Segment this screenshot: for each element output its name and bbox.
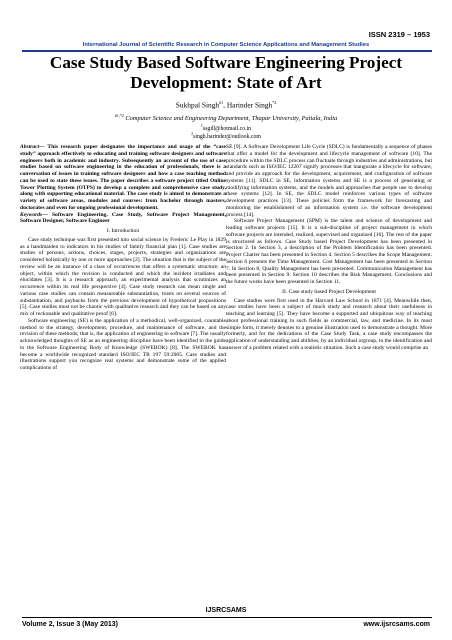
right-column <box>226 144 432 574</box>
author-1: Sukhpal Singh <box>175 100 220 110</box>
body-paragraph: Case studies were first used in the Harvard Law School in 1871 [4]. Meanwhile then, case studies have been a subject of much study and research about their usefulness in teaching and learning [5]. They have become a supported and ubiquitous way of teaching about professional training in such fields as commercial, law, and medicine. In its most simple form, it merely denotes to a genuine illustration used to demonstrate a thought. More formerly, and for the dedications of the Case Study Task, a case study encompasses the application of understanding and abilities, by an individual orgroup, to the identification and answer of a problem related with a realistic situation. Such a case study would comprise an <box>226 297 432 351</box>
issn-label: ISSN 2319 – 1953 <box>368 30 430 39</box>
keywords-lead: Keywords <box>20 211 43 218</box>
footer-journal-abbrev: IJSRCSAMS <box>205 607 247 614</box>
header-rule <box>22 50 432 52</box>
abstract-lead: Abstract <box>20 144 40 150</box>
email-2 <box>0 131 452 140</box>
email-2-text: singh.harinder@outlook.com <box>193 133 261 140</box>
abstract-text: — This research paper designates the importance and usage of the “case study” approach effectively to educating and training software designers and software engineers both in academic and industry. Subsequently an account of the use of case studies based on software engineering in the education of professionals, there is a conversation of issues in training software designers and how a case teaching method can be used to state these issues. The paper describes a software project titled Online Tower Plotting System (OTPS) to develop a complete and comprehensive case study, along with supporting educational material. The case study is aimed to demonstrate a variety of software areas, modules and courses: from bachelor through masters, doctorates and even for ongoing professional development. <box>20 144 226 211</box>
footer-rule <box>22 617 432 618</box>
affiliation <box>0 113 452 122</box>
body-paragraph: Case study technique was first presented into social science by Frederic Le Play in 1829 as a handmaiden to indicators in his studies of family financial plan [1]. Case studies are studies of persons, actions, choices, stages, projects, strategies and organizations are considered holistically by one or more approaches [2]. The situation that is the subject of the review will be an instance of a class of occurrences that offers a systematic structure; an object, within which the revision is conducted and which the incident irradiates and elucidates [3]. It is a research approach, an experimental analysis that scrutinizes an occurrence within its real life perspective [4]. Case study research can mean single and various case studies can contain measureable substantiation, trusts on several sources of substantiation, and paybacks from the previous development of hypothetical propositions [5]. Case studies must not be chaotic with qualitative research and they can be based on any mix of reckonable and qualitative proof [6]. <box>20 236 226 317</box>
author-2-mark: *2 <box>272 100 277 105</box>
keywords <box>20 212 226 226</box>
footer-volume: Volume 2, Issue 3 (May 2013) <box>22 621 118 628</box>
email-2-mark: 2 <box>191 131 194 136</box>
section-heading-case-study: II. Case study based Project Development <box>282 288 376 295</box>
paper-title: Case Study Based Software Engineering Project Development: State of Art <box>49 53 403 92</box>
email-1-text: ssgill@hotmail.co.in <box>202 125 252 132</box>
author-1-mark: #1 <box>219 100 224 105</box>
email-1-mark: 1 <box>200 123 203 128</box>
keywords-text: — Software Engineering, Case Study, Software Project Management, Software Designer, Software Engineer <box>20 211 226 225</box>
body-paragraph: Software engineering (SE) is the application of a methodical, well-organized, countable method to the strategy, development, procedure, and maintenance of software, and the revision of these methods; that is, the application of engineering to software [7]. The usually acknowledged thoughts of SE as an engineering discipline have been identified in the guide to the Software Engineering Body of Knowledge (SWEBOK) [8]. The SWEBOK has become a worldwide recognized standard ISO/IEC TR 197 59:2005. Case studies and illustrations support you recognize real systems and demonstrate some of the applied complications of <box>20 317 226 371</box>
author-separator: , <box>223 100 227 110</box>
author-line <box>0 100 452 109</box>
journal-name: International Journal of Scientific Research in Computer Science Applications and Management Studies <box>82 42 370 48</box>
section-heading-introduction: I. Introduction <box>106 228 140 234</box>
affiliation-marks: #1,*2 <box>114 113 124 118</box>
author-2: Harinder Singh <box>226 100 273 110</box>
abstract <box>20 144 226 212</box>
affiliation-text: Computer Science and Engineering Department, Thapar University, Patiala, India <box>123 115 338 123</box>
footer-url: www.ijsrcsams.com <box>363 621 430 628</box>
left-column <box>20 144 226 574</box>
body-paragraph: SE [9]. A Software Development Life Cycle (SDLC) is fundamentally a sequence of phases that offer a model for the development and lifecycle management of software [10]. The procedure within the SDLC process can fluctuate through industries and administrations, but standards such as ISO/IEC 12207 signify processes that inaugurate a lifecycle for software, and provide an approach for the development, acquirement, and configuration of software systems [11]. SDLC in SE, information systems and SE is a process of generating or modifying information systems, and the models and approaches that people use to develop these systems [12]. In SE, the SDLC model reinforces various types of software development practices [13]. These policies form the framework for forecasting and monitoring the establishment of an information system i.e. the software development process [14]. <box>226 144 432 218</box>
body-paragraph: Software Project Management (SPM) is the talent and science of development and leading software projects [15]. It is a sub-discipline of project management in which software projects are intended, realized, supervised and organized [16]. The rest of the paper is structured as follows. Case Study based Project Development has been presented in Section 2. In Section 3, a description of the Problem Identification has been presented. Project Charter has been presented in Section 4. Section 5 describes the Scope Management. Section 6 presents the Time Management. Cost Management has been presented in Section 7. In Section 8, Quality Management has been presented. Communication Management has been presented in Section 9. Section 10 describes the Risk Management. Conclusions and the future works have been presented in Section 11. <box>226 218 432 285</box>
